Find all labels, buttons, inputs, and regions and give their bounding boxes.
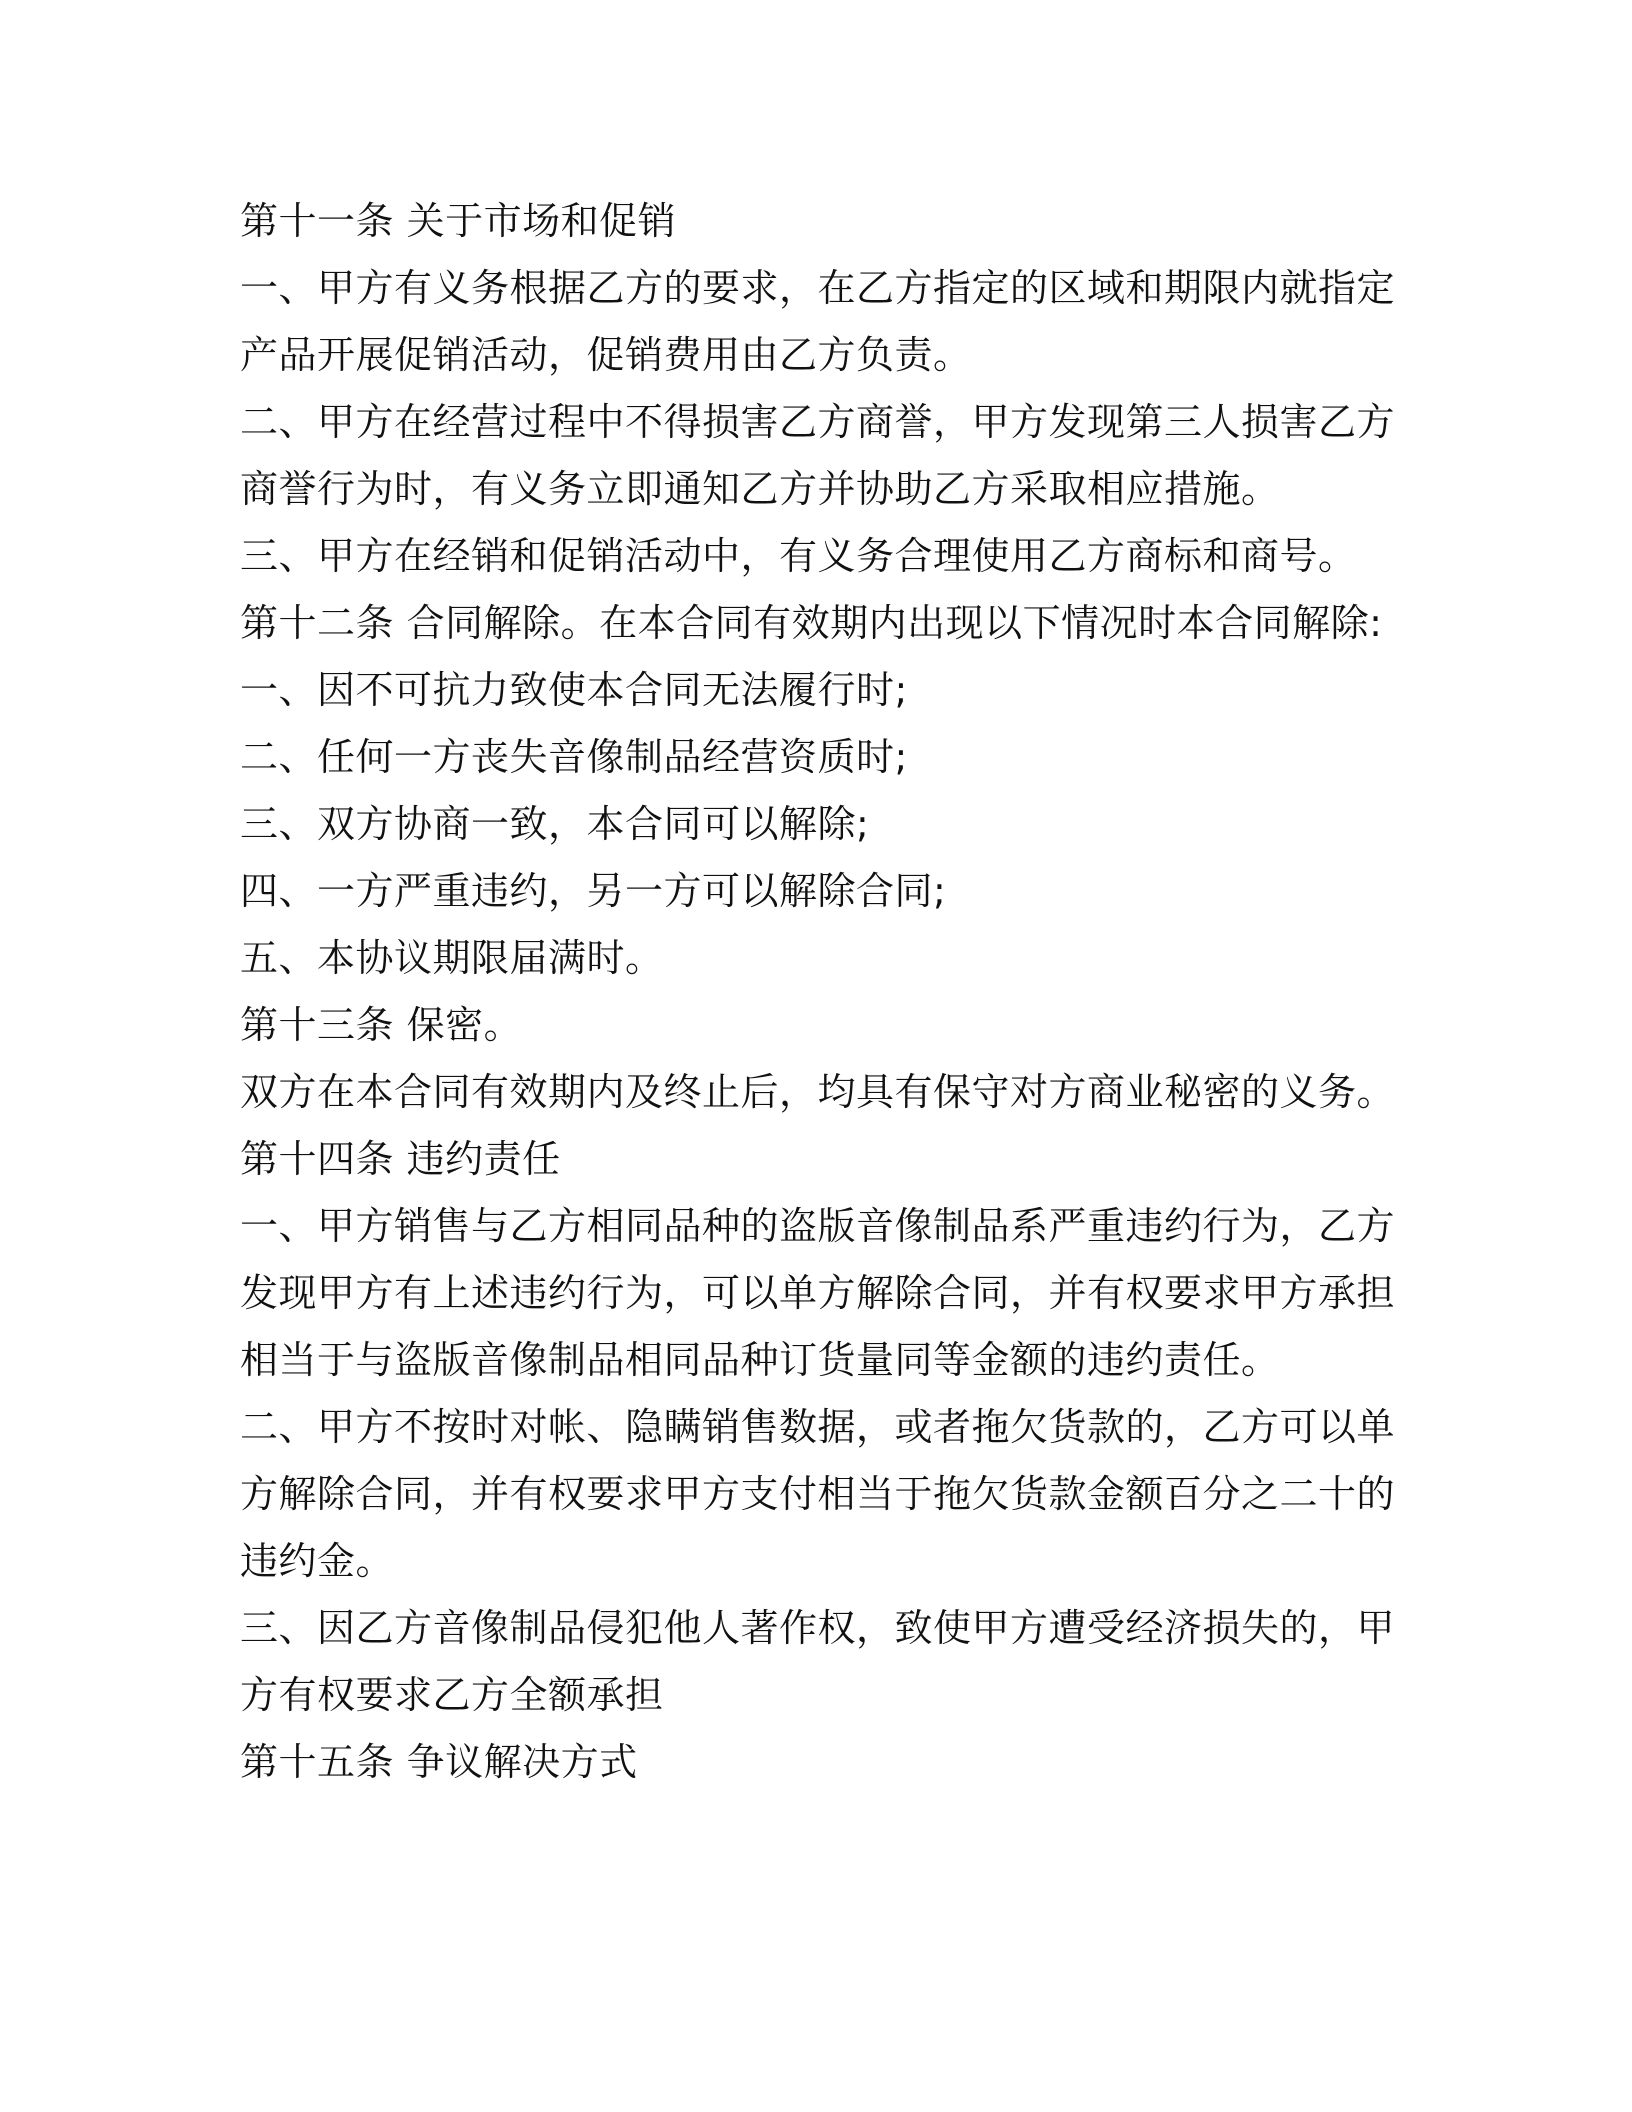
article-12-clause-2: 二、任何一方丧失音像制品经营资质时; (240, 735, 908, 779)
article-11-clause-2-line-1: 二、甲方在经营过程中不得损害乙方商誉，甲方发现第三人损害乙方 (240, 400, 1396, 444)
article-12-clause-1: 一、因不可抗力致使本合同无法履行时; (240, 668, 908, 712)
article-14-clause-2-line-1: 二、甲方不按时对帐、隐瞒销售数据，或者拖欠货款的，乙方可以单 (240, 1405, 1396, 1449)
article-11-clause-1-line-1: 一、甲方有义务根据乙方的要求，在乙方指定的区域和期限内就指定 (240, 266, 1396, 310)
article-15-heading: 第十五条 争议解决方式 (240, 1740, 638, 1784)
article-13-body: 双方在本合同有效期内及终止后，均具有保守对方商业秘密的义务。 (240, 1070, 1396, 1114)
article-12-heading: 第十二条 合同解除。在本合同有效期内出现以下情况时本合同解除: (240, 601, 1383, 645)
article-14-clause-3-line-1: 三、因乙方音像制品侵犯他人著作权，致使甲方遭受经济损失的，甲 (240, 1606, 1396, 1650)
article-11-heading: 第十一条 关于市场和促销 (240, 199, 677, 243)
article-14-clause-2-line-3: 违约金。 (240, 1539, 395, 1583)
article-11-clause-3: 三、甲方在经销和促销活动中，有义务合理使用乙方商标和商号。 (240, 534, 1357, 578)
article-11-clause-2-line-2: 商誉行为时，有义务立即通知乙方并协助乙方采取相应措施。 (240, 467, 1280, 511)
article-12-clause-5: 五、本协议期限届满时。 (240, 936, 664, 980)
article-14-heading: 第十四条 违约责任 (240, 1137, 561, 1181)
article-14-clause-3-line-2: 方有权要求乙方全额承担 (240, 1673, 664, 1717)
document-body (240, 188, 1396, 1796)
article-12-clause-4: 四、一方严重违约，另一方可以解除合同; (240, 869, 947, 913)
article-12-clause-3: 三、双方协商一致，本合同可以解除; (240, 802, 870, 846)
article-11-clause-1-line-2: 产品开展促销活动，促销费用由乙方负责。 (240, 333, 972, 377)
article-14-clause-2-line-2: 方解除合同，并有权要求甲方支付相当于拖欠货款金额百分之二十的 (240, 1472, 1396, 1516)
article-14-clause-1-line-3: 相当于与盗版音像制品相同品种订货量同等金额的违约责任。 (240, 1338, 1280, 1382)
article-13-heading: 第十三条 保密。 (240, 1003, 523, 1047)
article-14-clause-1-line-1: 一、甲方销售与乙方相同品种的盗版音像制品系严重违约行为，乙方 (240, 1204, 1396, 1248)
article-14-clause-1-line-2: 发现甲方有上述违约行为，可以单方解除合同，并有权要求甲方承担 (240, 1271, 1396, 1315)
